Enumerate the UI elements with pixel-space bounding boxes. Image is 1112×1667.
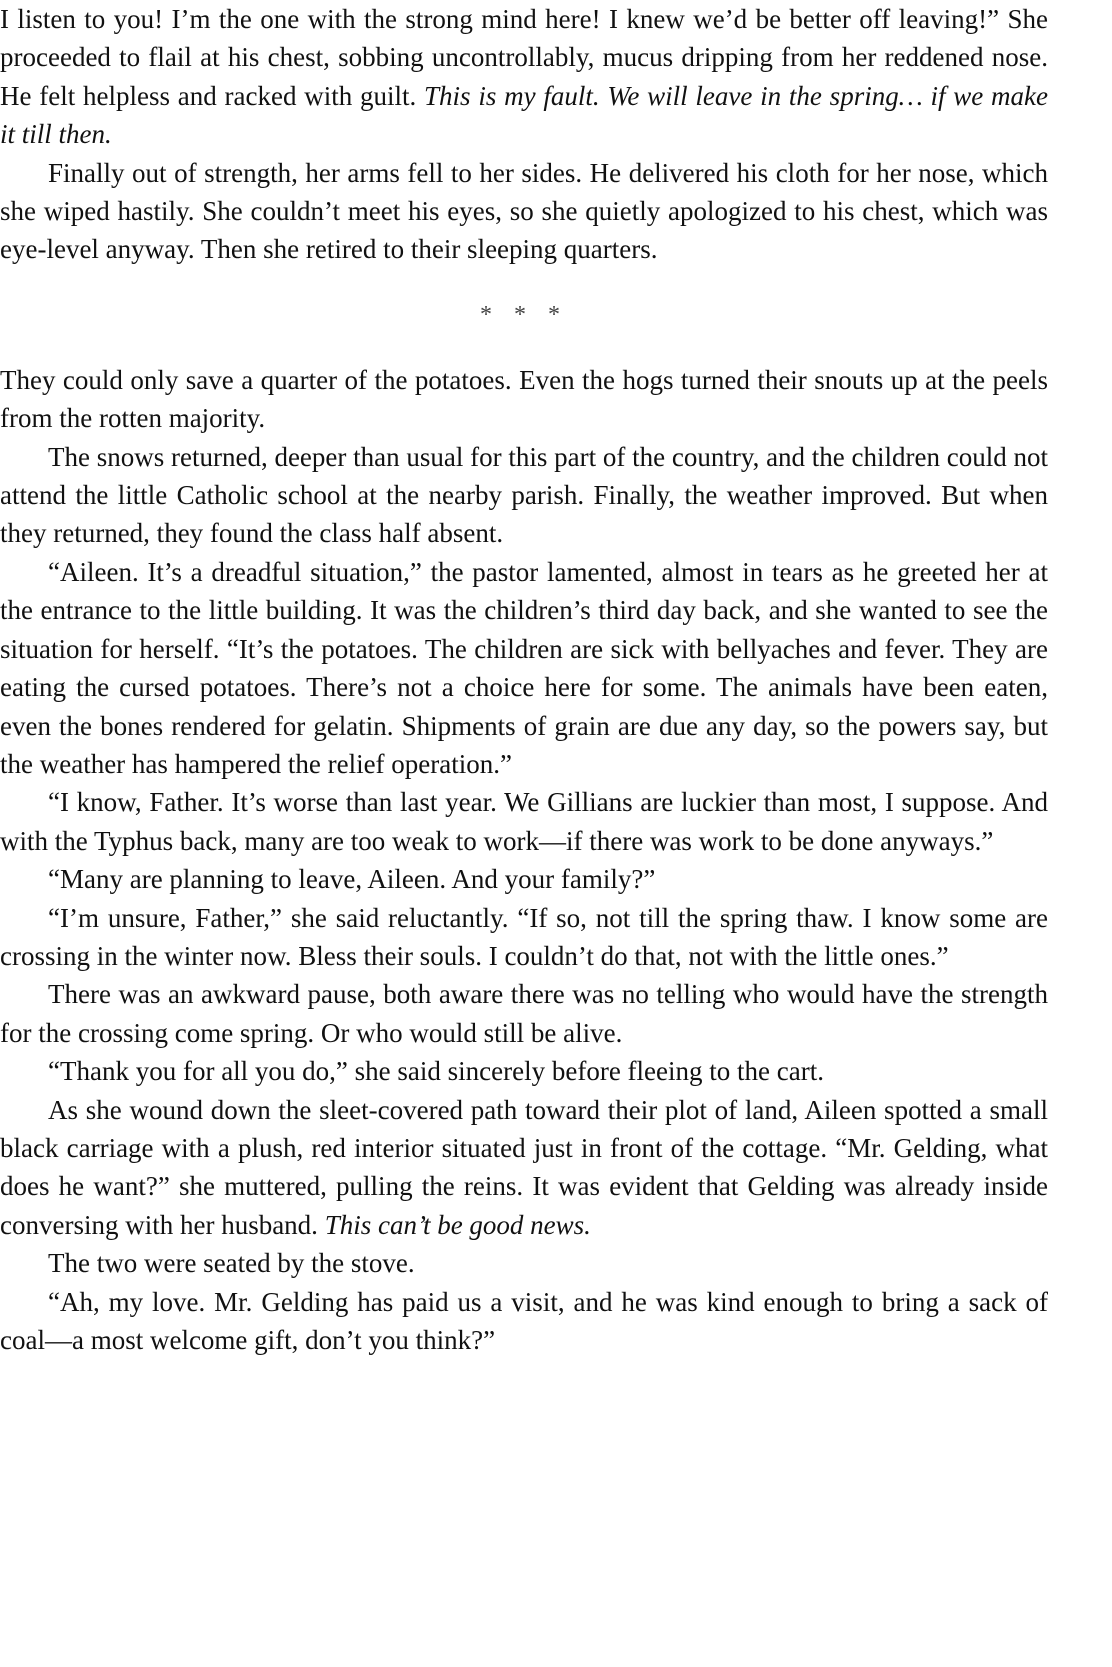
- paragraph: [0, 0, 1048, 154]
- paragraph-italic-thought: This is my fault. We will leave in the spring… if we make it till then.: [0, 80, 1048, 150]
- paragraph-text: “Aileen. It’s a dreadful situation,” the pastor lamented, almost in tears as he greeted her at the entrance to the little building. It was the children’s third day back, and she wanted to see the situation for herself. “It’s the potatoes. The children are sick with bellyaches and fever. They are eating the cursed potatoes. There’s not a choice here for some. The animals have been eaten, even the bones rendered for gelatin. Shipments of grain are due any day, so the powers say, but the weather has hampered the relief operation.”: [0, 556, 1048, 779]
- paragraph: [0, 1052, 1048, 1090]
- paragraph-text: They could only save a quarter of the potatoes. Even the hogs turned their snouts up at the peels from the rotten majority.: [0, 364, 1048, 434]
- paragraph-text: “I know, Father. It’s worse than last year. We Gillians are luckier than most, I suppose. And with the Typhus back, many are too weak to work—if there was work to be done anyways.”: [0, 787, 1048, 856]
- paragraph-text: As she wound down the sleet-covered path toward their plot of land, Aileen spotted a small black carriage with a plush, red interior situated just in front of the cottage. “Mr. Gelding, what does he want?” she muttered, pulling the reins. It was evident that Gelding was already inside conversing with her husband.: [0, 1094, 1048, 1240]
- paragraph-text: The snows returned, deeper than usual for this part of the country, and the children could not attend the little Catholic school at the nearby parish. Finally, the weather improved. But when they returned, they found the class half absent.: [0, 441, 1048, 549]
- paragraph-text: “I’m unsure, Father,” she said reluctantly. “If so, not till the spring thaw. I know some are crossing in the winter now. Bless their souls. I couldn’t do that, not with the little ones.”: [0, 902, 1048, 971]
- paragraph: [0, 1283, 1048, 1360]
- paragraph: [0, 553, 1048, 783]
- paragraph-text: “Many are planning to leave, Aileen. And your family?”: [48, 864, 656, 895]
- paragraph: [0, 438, 1048, 553]
- paragraph-text: There was an awkward pause, both aware there was no telling who would have the strength for the crossing come spring. Or who would still be alive.: [0, 979, 1048, 1048]
- paragraph-text: I listen to you! I’m the one with the strong mind here! I knew we’d be better off leaving!” She proceeded to flail at his chest, sobbing uncontrollably, mucus dripping from her reddened nose. He felt helpless and racked with guilt.: [0, 4, 1048, 111]
- paragraph-italic-thought: This can’t be good news.: [324, 1209, 591, 1240]
- paragraph: [0, 154, 1048, 269]
- paragraph: [0, 975, 1048, 1052]
- paragraph-text: “Thank you for all you do,” she said sincerely before fleeing to the cart.: [48, 1056, 824, 1087]
- paragraph: [0, 899, 1048, 976]
- paragraph-text: The two were seated by the stove.: [48, 1248, 415, 1279]
- paragraph: [0, 1091, 1048, 1245]
- scene-break: * * *: [480, 301, 568, 328]
- paragraph: [0, 783, 1048, 860]
- paragraph-text: Finally out of strength, her arms fell to her sides. He delivered his cloth for her nose, which she wiped hastily. She couldn’t meet his eyes, so she quietly apologized to his chest, which was eye-level anyway. Then she retired to their sleeping quarters.: [0, 157, 1048, 265]
- paragraph: [0, 860, 1048, 898]
- paragraph: [0, 361, 1048, 438]
- paragraph: [0, 1244, 1048, 1282]
- paragraph-text: “Ah, my love. Mr. Gelding has paid us a visit, and he was kind enough to bring a sack of coal—a most welcome gift, don’t you think?”: [0, 1286, 1048, 1355]
